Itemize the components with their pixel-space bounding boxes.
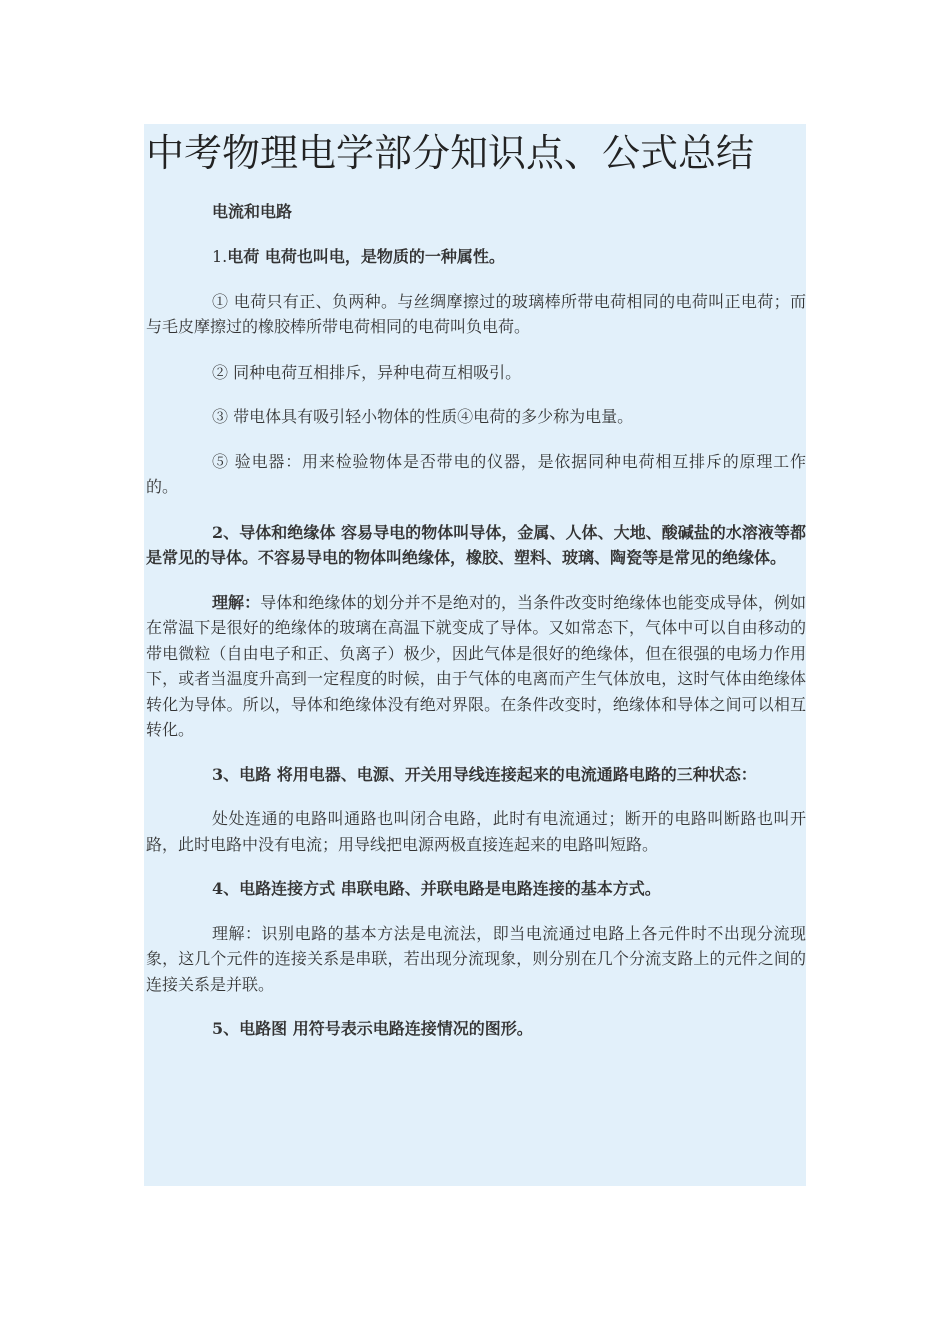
- paragraph-text: 理解：识别电路的基本方法是电流法，即当电流通过电路上各元件时不出现分流现象，这几个元件的连接关系是串联，若出现分流现象，则分别在几个分流支路上的元件之间的连接关系是并联。: [146, 923, 806, 994]
- paragraph-text: 2、导体和绝缘体 容易导电的物体叫导体，金属、人体、大地、酸碱盐的水溶液等都是常见的导体。不容易导电的物体叫绝缘体，橡胶、塑料、玻璃、陶瓷等是常见的绝缘体。: [146, 522, 806, 567]
- section-heading: 电流和电路: [212, 202, 293, 221]
- paragraph-p1-b: [146, 360, 806, 386]
- paragraph-text: ① 电荷只有正、负两种。与丝绸摩擦过的玻璃棒所带电荷相同的电荷叫正电荷；而与毛皮摩擦过的橡胶棒所带电荷相同的电荷叫负电荷。: [146, 291, 806, 336]
- paragraph-text: ② 同种电荷互相排斥，异种电荷互相吸引。: [212, 362, 522, 382]
- paragraph-p1-c: [146, 404, 806, 430]
- paragraph-p1-a: [146, 289, 806, 340]
- paragraph-p4-heading: [146, 876, 806, 902]
- paragraph-text: 电荷 电荷也叫电，是物质的一种属性。: [227, 247, 505, 266]
- paragraph-text: 3、电路 将用电器、电源、开关用导线连接起来的电流通路电路的三种状态：: [212, 764, 757, 784]
- paragraph-p3-heading: [146, 762, 806, 788]
- paragraph-p1-heading: [146, 244, 806, 270]
- paragraph-text: 处处连通的电路叫通路也叫闭合电路，此时有电流通过；断开的电路叫断路也叫开路，此时电路中没有电流；用导线把电源两极直接连起来的电路叫短路。: [146, 809, 806, 854]
- paragraph-text: 4、电路连接方式 串联电路、并联电路是电路连接的基本方式。: [212, 879, 661, 898]
- paragraph-text: ③ 带电体具有吸引轻小物体的性质④电荷的多少称为电量。: [212, 407, 634, 426]
- page-title: 中考物理电学部分知识点、公式总结: [146, 131, 755, 175]
- paragraph-list: [146, 244, 806, 1042]
- paragraph-text: ⑤ 验电器：用来检验物体是否带电的仪器，是依据同种电荷相互排斥的原理工作的。: [146, 451, 806, 496]
- paragraph-p5-heading: [146, 1016, 806, 1042]
- paragraph-p2-explain: [146, 590, 806, 743]
- paragraph-number: 1.: [212, 247, 228, 266]
- paragraph-text: 5、电路图 用符号表示电路连接情况的图形。: [212, 1019, 533, 1038]
- paragraph-p1-d: [146, 449, 806, 500]
- paragraph-lead: 理解：: [212, 592, 261, 612]
- content-panel: [144, 124, 806, 1186]
- paragraph-p3-body: [146, 806, 806, 857]
- paragraph-p4-explain: [146, 921, 806, 998]
- paragraph-text: 导体和绝缘体的划分并不是绝对的，当条件改变时绝缘体也能变成导体，例如在常温下是很好的绝缘体的玻璃在高温下就变成了导体。又如常态下，气体中可以自由移动的带电微粒（自由电子和正、负离子）极少，因此气体是很好的绝缘体，但在很强的电场力作用下，或者当温度升高到一定程度的时候，由于气体的电离而产生气体放电，这时气体由绝缘体转化为导体。所以，导体和绝缘体没有绝对界限。在条件改变时，绝缘体和导体之间可以相互转化。: [146, 592, 806, 739]
- paragraph-p2-heading: [146, 520, 806, 571]
